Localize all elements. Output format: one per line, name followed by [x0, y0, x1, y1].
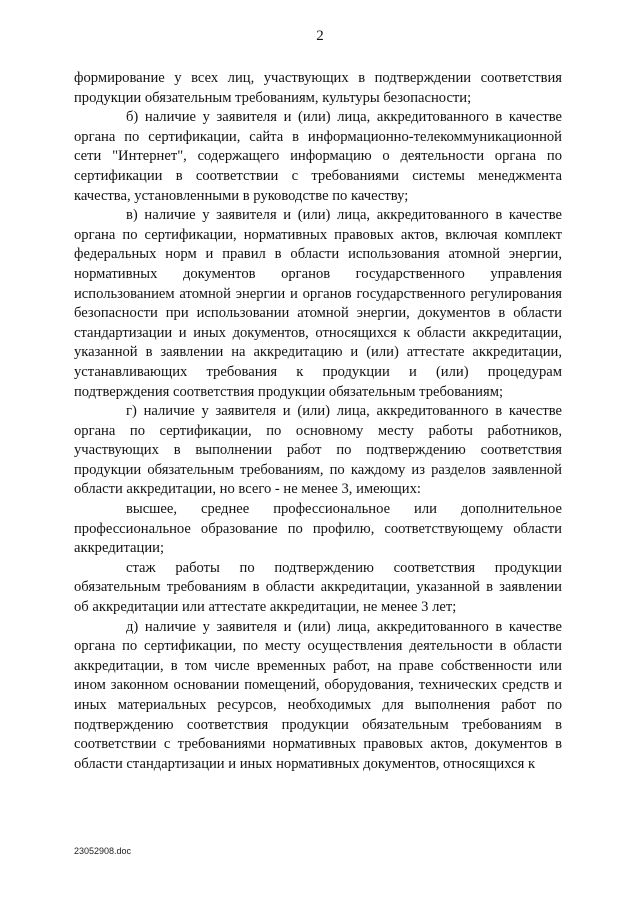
- document-body: [74, 69, 562, 774]
- paragraph-education: высшее, среднее профессиональное или дополнительное профессиональное образование по профилю, соответствующему области аккредитации;: [74, 501, 562, 557]
- paragraph-continuation: формирование у всех лиц, участвующих в подтверждении соответствия продукции обязательным требованиям, культуры безопасности;: [74, 70, 562, 106]
- page-number: 2: [316, 28, 324, 44]
- paragraph-item-d: д) наличие у заявителя и (или) лица, аккредитованного в качестве органа по сертификации, по месту осуществления деятельности в области аккредитации, в том числе временных работ, на праве собственности или ином законном основании помещений, оборудования, технических средств и иных материальных ресурсов, необходимых для выполнения работ по подтверждению соответствия продукции обязательным требованиям в соответствии с требованиями нормативных правовых актов, документов в области стандартизации и иных нормативных документов, относящихся к: [74, 618, 562, 772]
- footer-file-name: 23052908.doc: [74, 846, 132, 856]
- paragraph-item-b: б) наличие у заявителя и (или) лица, аккредитованного в качестве органа по сертификации, сайта в информационно-телекоммуникационной сети "Интернет", содержащего информацию о деятельности органа по сертификации в соответствии с требованиями системы менеджмента качества, установленными в руководстве по качеству;: [74, 109, 562, 204]
- paragraph-experience: стаж работы по подтверждению соответствия продукции обязательным требованиям в области аккредитации, указанной в заявлении об аккредитации или аттестате аккредитации, не менее 3 лет;: [74, 559, 562, 616]
- paragraph-item-g: г) наличие у заявителя и (или) лица, аккредитованного в качестве органа по сертификации, по основному месту работы работников, участвующих в выполнении работ по подтверждению соответствия продукции обязательным требованиям, по каждому из разделов заявленной области аккредитации, но всего - не менее 3, имеющих:: [74, 403, 562, 498]
- paragraph-item-v: в) наличие у заявителя и (или) лица, аккредитованного в качестве органа по сертификации, нормативных правовых актов, включая комплект федеральных норм и правил в области использования атомной энергии, нормативных документов органов государственного управления использованием атомной энергии и органов государственного регулирования безопасности при использовании атомной энергии, документов в области стандартизации и иных документов, относящихся к области аккредитации, указанной в заявлении на аккредитацию и (или) аттестате аккредитации, устанавливающих требования к продукции и (или) процедурам подтверждения соответствия продукции обязательным требованиям;: [74, 207, 562, 400]
